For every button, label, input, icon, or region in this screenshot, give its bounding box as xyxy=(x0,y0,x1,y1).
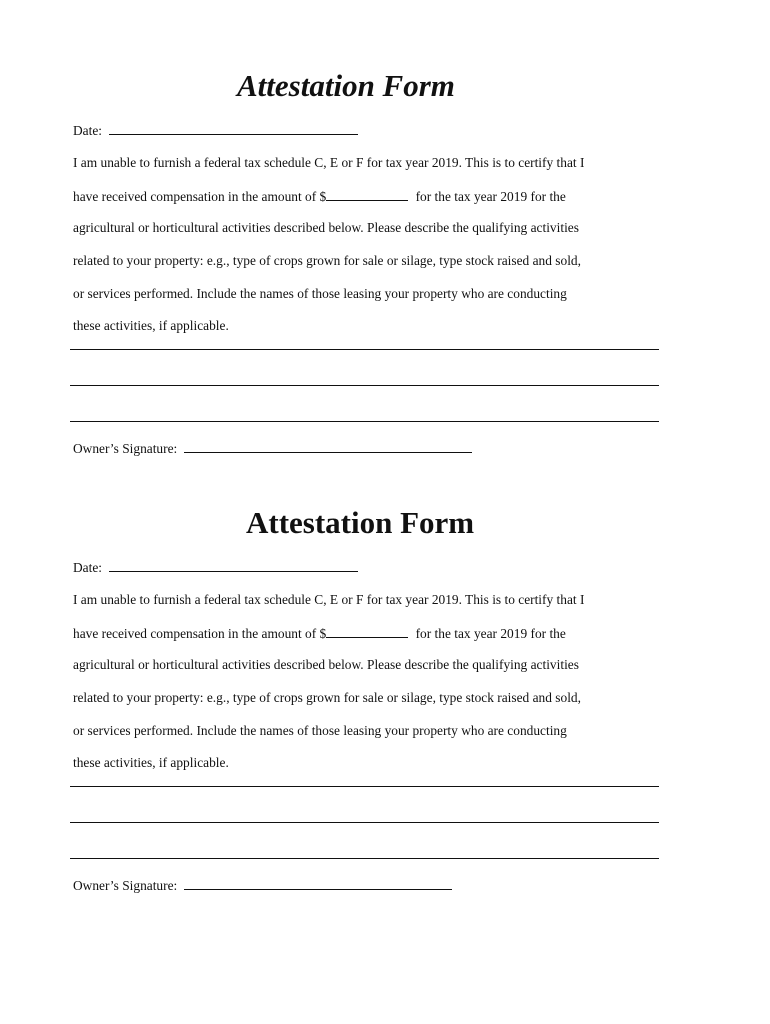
paragraph-line-5: or services performed. Include the names of those leasing your property who are conducting xyxy=(73,723,567,738)
description-line-3[interactable] xyxy=(70,421,659,422)
signature-row xyxy=(73,440,472,457)
amount-field[interactable] xyxy=(326,625,408,638)
date-row xyxy=(73,122,358,139)
amount-field[interactable] xyxy=(326,188,408,201)
description-line-2[interactable] xyxy=(70,385,659,386)
paragraph-line-1: I am unable to furnish a federal tax schedule C, E or F for tax year 2019. This is to certify that I xyxy=(73,592,585,607)
signature-row xyxy=(73,877,452,894)
signature-label: Owner’s Signature: xyxy=(73,878,178,893)
compensation-text: have received compensation in the amount of $ xyxy=(73,626,327,641)
paragraph-line-3: agricultural or horticultural activities described below. Please describe the qualifying activities xyxy=(73,657,579,672)
paragraph-line-4: related to your property: e.g., type of crops grown for sale or silage, type stock raised and sold, xyxy=(73,253,581,268)
signature-field[interactable] xyxy=(184,440,472,453)
date-label: Date: xyxy=(73,560,102,575)
paragraph-line-3: agricultural or horticultural activities described below. Please describe the qualifying activities xyxy=(73,220,579,235)
paragraph-line-2 xyxy=(73,188,566,205)
paragraph-line-2 xyxy=(73,625,566,642)
tax-year-text: for the tax year 2019 for the xyxy=(415,189,566,204)
form-title: Attestation Form xyxy=(237,68,455,103)
form-title: Attestation Form xyxy=(246,505,475,540)
paragraph-line-6: these activities, if applicable. xyxy=(73,318,229,333)
date-row xyxy=(73,559,358,576)
description-line-2[interactable] xyxy=(70,822,659,823)
paragraph-line-4: related to your property: e.g., type of crops grown for sale or silage, type stock raised and sold, xyxy=(73,690,581,705)
description-line-1[interactable] xyxy=(70,349,659,350)
description-line-3[interactable] xyxy=(70,858,659,859)
signature-label: Owner’s Signature: xyxy=(73,441,178,456)
date-field[interactable] xyxy=(109,559,358,572)
paragraph-line-1: I am unable to furnish a federal tax schedule C, E or F for tax year 2019. This is to certify that I xyxy=(73,155,585,170)
compensation-text: have received compensation in the amount of $ xyxy=(73,189,327,204)
paragraph-line-6: these activities, if applicable. xyxy=(73,755,229,770)
description-line-1[interactable] xyxy=(70,786,659,787)
date-field[interactable] xyxy=(109,122,358,135)
date-label: Date: xyxy=(73,123,102,138)
signature-field[interactable] xyxy=(184,877,452,890)
tax-year-text: for the tax year 2019 for the xyxy=(415,626,566,641)
paragraph-line-5: or services performed. Include the names of those leasing your property who are conducting xyxy=(73,286,567,301)
